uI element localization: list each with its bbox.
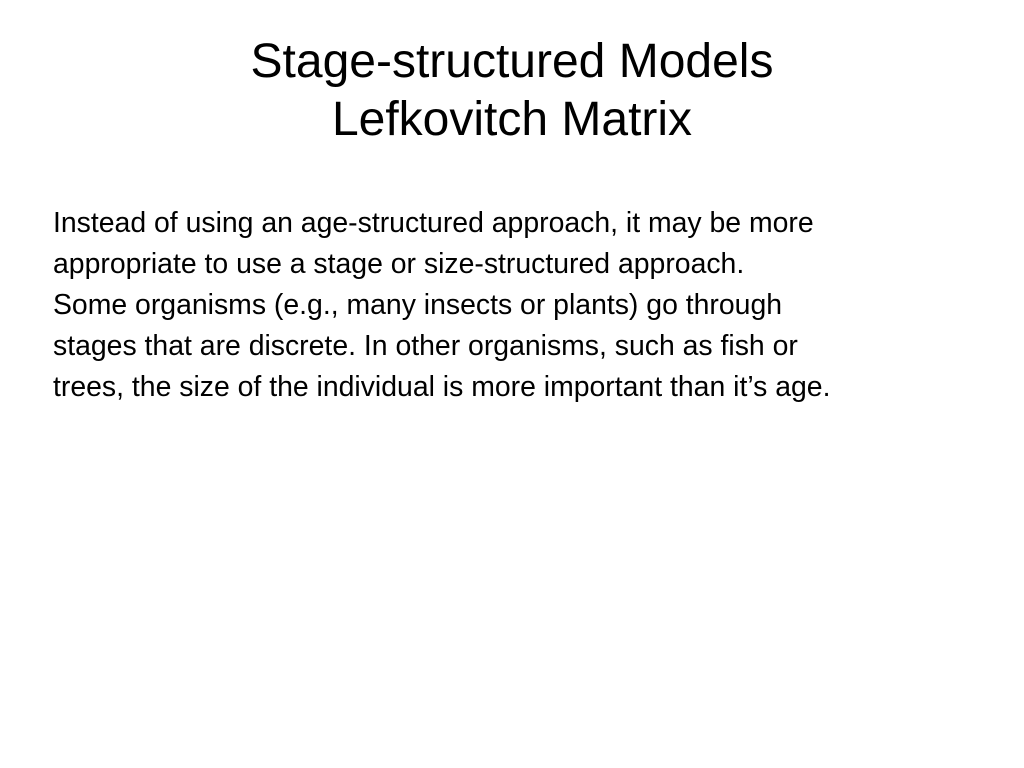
body-line-3: Some organisms (e.g., many insects or plants) go through	[53, 289, 783, 321]
body-line-2: appropriate to use a stage or size-structured approach.	[53, 248, 745, 280]
slide-title	[0, 33, 1024, 149]
slide-body-text	[53, 203, 1013, 408]
slide-title-line-1: Stage-structured Models	[250, 35, 774, 88]
body-line-4: stages that are discrete. In other organisms, such as fish or	[53, 330, 798, 362]
slide-title-line-2: Lefkovitch Matrix	[331, 93, 693, 146]
body-line-5: trees, the size of the individual is more important than it’s age.	[53, 371, 831, 403]
body-line-1: Instead of using an age-structured approach, it may be more	[53, 207, 814, 239]
